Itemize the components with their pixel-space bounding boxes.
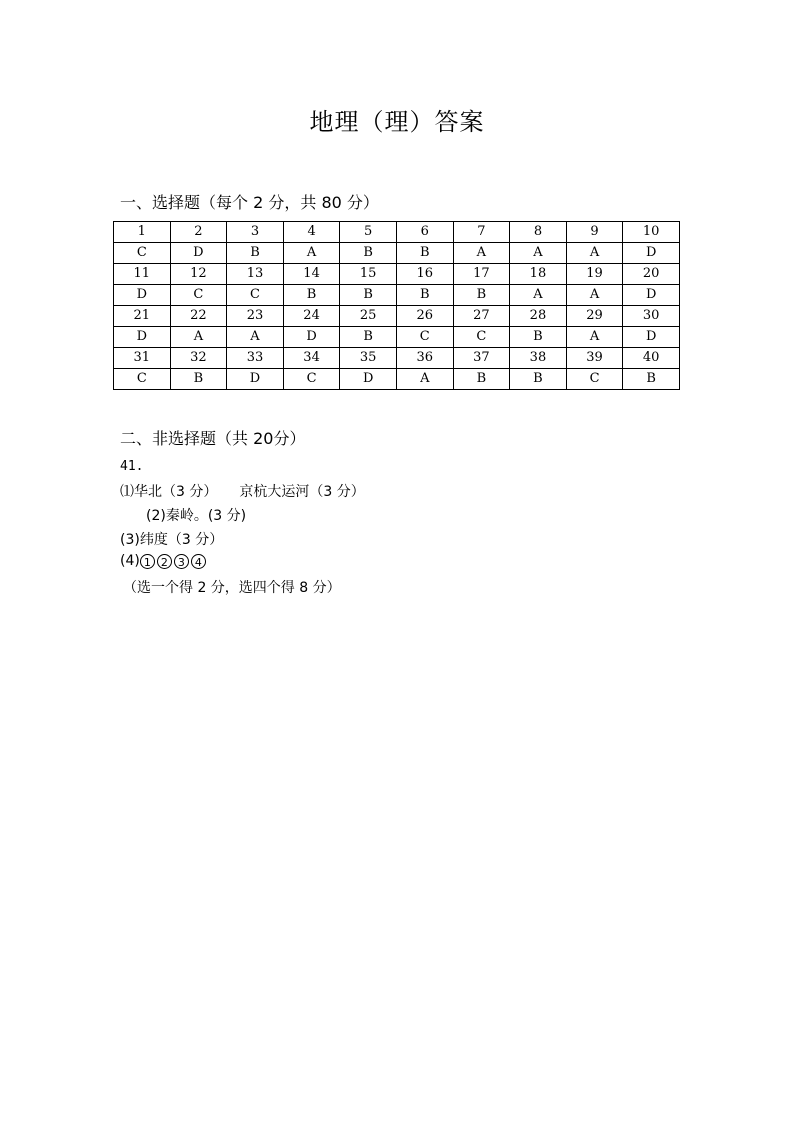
question-number: 41. (120, 459, 144, 474)
question-number-cell: 29 (566, 306, 623, 327)
answer-letter-cell: D (114, 327, 171, 348)
question-number-cell: 33 (227, 348, 284, 369)
question-number-row (114, 348, 680, 369)
circled-numbers (140, 553, 208, 569)
answer-letter-cell: D (623, 243, 680, 264)
question-number-cell: 38 (510, 348, 567, 369)
answer-line-4 (120, 553, 208, 569)
scoring-note: （选一个得 2 分，选四个得 8 分） (123, 580, 341, 596)
answer-letter-cell: B (396, 285, 453, 306)
answer-letter-cell: D (283, 327, 340, 348)
question-number-cell: 32 (170, 348, 227, 369)
question-number-cell: 34 (283, 348, 340, 369)
answer-letter-cell: D (170, 243, 227, 264)
answer-letter-cell: B (340, 327, 397, 348)
question-number-cell: 31 (114, 348, 171, 369)
question-number-cell: 13 (227, 264, 284, 285)
question-number-cell: 26 (396, 306, 453, 327)
answer-letter-cell: B (396, 243, 453, 264)
answer-letter-cell: B (340, 285, 397, 306)
question-number-cell: 40 (623, 348, 680, 369)
section-heading-multiple-choice: 一、选择题（每个 2 分，共 80 分） (120, 193, 379, 212)
question-number-cell: 37 (453, 348, 510, 369)
answer-letter-cell: C (396, 327, 453, 348)
answer-letter-cell: D (340, 369, 397, 390)
answer-letter-cell: D (623, 285, 680, 306)
question-number-cell: 4 (283, 222, 340, 243)
answer-letter-cell: B (340, 243, 397, 264)
circled-number: 3 (174, 554, 189, 569)
answer-table (113, 221, 680, 390)
question-number-cell: 30 (623, 306, 680, 327)
page-title: 地理（理）答案 (309, 108, 485, 136)
question-number-cell: 28 (510, 306, 567, 327)
question-number-row (114, 264, 680, 285)
question-number-cell: 35 (340, 348, 397, 369)
answer-letter-cell: C (283, 369, 340, 390)
question-number-cell: 3 (227, 222, 284, 243)
question-number-cell: 8 (510, 222, 567, 243)
answer-letter-cell: A (510, 285, 567, 306)
answer-letter-cell: A (566, 327, 623, 348)
question-number-cell: 36 (396, 348, 453, 369)
question-number-cell: 1 (114, 222, 171, 243)
question-number-cell: 24 (283, 306, 340, 327)
answer-letter-cell: B (283, 285, 340, 306)
answer-letter-row (114, 369, 680, 390)
section-heading-open-questions: 二、非选择题（共 20分） (120, 429, 306, 448)
question-number-cell: 27 (453, 306, 510, 327)
question-number-cell: 22 (170, 306, 227, 327)
question-number-row (114, 306, 680, 327)
answer-letter-cell: A (453, 243, 510, 264)
question-number-cell: 18 (510, 264, 567, 285)
answer-letter-cell: A (510, 243, 567, 264)
question-number-cell: 10 (623, 222, 680, 243)
answer-letter-cell: B (623, 369, 680, 390)
question-number-cell: 20 (623, 264, 680, 285)
answer-letter-cell: C (114, 369, 171, 390)
answer-letter-cell: A (566, 285, 623, 306)
answer-4-prefix: (4) (120, 553, 140, 569)
answer-1b: 京杭大运河（3 分） (239, 484, 365, 500)
circled-number: 4 (191, 554, 206, 569)
question-number-cell: 16 (396, 264, 453, 285)
question-number-cell: 5 (340, 222, 397, 243)
question-number-cell: 15 (340, 264, 397, 285)
question-number-cell: 9 (566, 222, 623, 243)
answer-letter-cell: C (227, 285, 284, 306)
answer-letter-cell: B (453, 369, 510, 390)
answer-letter-cell: A (227, 327, 284, 348)
question-number-cell: 12 (170, 264, 227, 285)
answer-letter-cell: C (114, 243, 171, 264)
question-number-cell: 17 (453, 264, 510, 285)
answer-letter-cell: D (623, 327, 680, 348)
answer-letter-cell: C (170, 285, 227, 306)
question-number-cell: 39 (566, 348, 623, 369)
answer-letter-row (114, 285, 680, 306)
answer-letter-cell: A (566, 243, 623, 264)
answer-letter-cell: A (170, 327, 227, 348)
question-number-cell: 11 (114, 264, 171, 285)
answer-letter-row (114, 327, 680, 348)
question-number-cell: 25 (340, 306, 397, 327)
circled-number: 1 (140, 554, 155, 569)
question-number-cell: 7 (453, 222, 510, 243)
answer-line-3: (3)纬度（3 分） (120, 532, 224, 548)
answer-1a: ⑴华北（3 分） (120, 484, 218, 500)
answer-letter-cell: D (227, 369, 284, 390)
question-number-cell: 6 (396, 222, 453, 243)
answer-letter-cell: A (283, 243, 340, 264)
answer-letter-cell: B (170, 369, 227, 390)
answer-letter-row (114, 243, 680, 264)
answer-letter-cell: B (227, 243, 284, 264)
question-number-cell: 23 (227, 306, 284, 327)
answer-letter-cell: D (114, 285, 171, 306)
answer-letter-cell: C (566, 369, 623, 390)
answer-letter-cell: B (453, 285, 510, 306)
answer-letter-cell: B (510, 327, 567, 348)
answer-line-1 (120, 481, 365, 501)
question-number-cell: 19 (566, 264, 623, 285)
circled-number: 2 (157, 554, 172, 569)
answer-line-2: (2)秦岭。(3 分) (146, 508, 247, 524)
answer-letter-cell: B (510, 369, 567, 390)
answer-letter-cell: A (396, 369, 453, 390)
question-number-row (114, 222, 680, 243)
question-number-cell: 2 (170, 222, 227, 243)
question-number-cell: 14 (283, 264, 340, 285)
answer-letter-cell: C (453, 327, 510, 348)
question-number-cell: 21 (114, 306, 171, 327)
